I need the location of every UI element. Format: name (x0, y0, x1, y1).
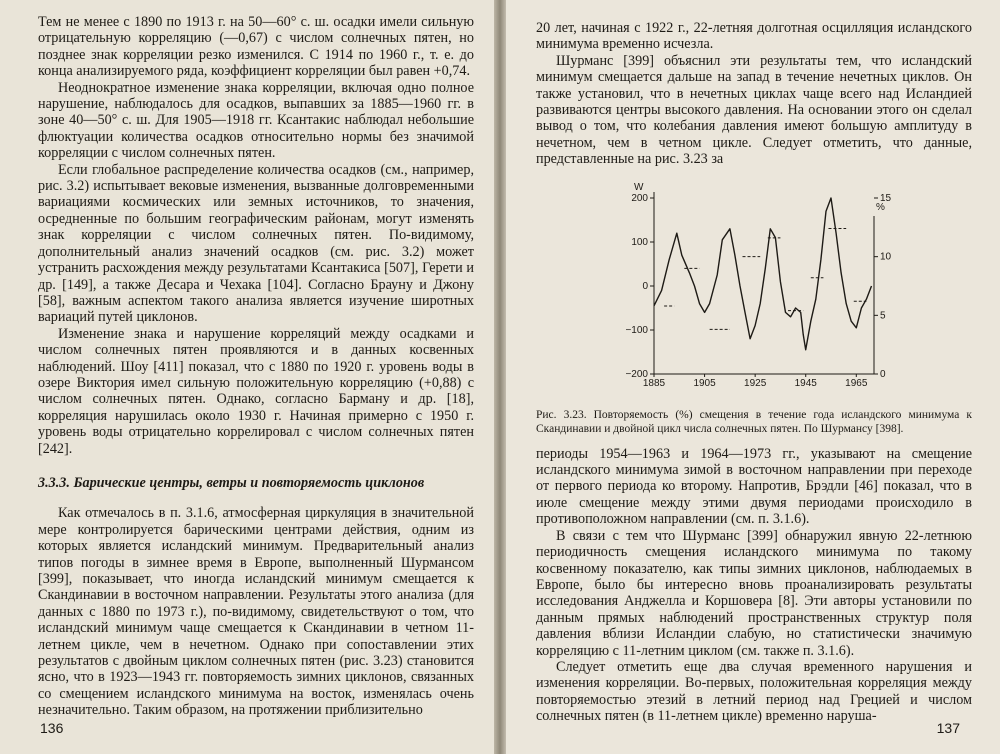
y-axis-right-title: % (876, 201, 885, 213)
paragraph: Шурманс [399] объяснил эти результаты тем, что исландский минимум смещается дальше на запад в течение нечетных циклов. Он также установил, что в нечетных циклах чаще всего над Исландией развиваются центры высокого давления. На основании этого он сделал вывод о том, что колебания давления имеют большую амплитуду в нечетном, чем в четном цикле. Следует отметить, что данные, представленные на рис. 3.23 за (536, 52, 972, 168)
y-axis-left-title: W (634, 181, 644, 193)
paragraph: Если глобальное распределение количества осадков (см., например, рис. 3.2) испытывает вековые изменения, вызванные долговременными вариациями космических или земных источников, то значения, осредненные по большим географическим районам, могут изменять знак корреляции с числом солнечных пятен. По-видимому, дополнительный анализ значений осадков (см. рис. 3.2) может устранить расхождения между результатами Ксантакиса [507], Герети и др. [149], а также Десара и Чехака [104]. Согласно Брауну и Джону [58], важным аспектом такого анализа является изучение широтных вариаций путей циклонов. (38, 161, 474, 326)
left-page (0, 0, 494, 754)
y-left-tick-label: −100 (625, 324, 648, 336)
y-right-tick-label: 5 (880, 309, 886, 321)
line-chart (536, 176, 972, 404)
x-tick-label: 1905 (693, 377, 716, 389)
section-heading: 3.3.3. Барические центры, ветры и повторяемость циклонов (38, 474, 425, 491)
x-tick-label: 1925 (744, 377, 767, 389)
x-tick-label: 1885 (642, 377, 666, 389)
paragraph: В связи с тем что Шурманс [399] обнаружил явную 22-летнюю периодичность смещения исландского минимума по такому косвенному показателю, как типы зимних циклонов, наблюдаемых в Европе, было бы интересно вновь проанализировать результаты исследования Анджелла и Коршовера [8]. Эти авторы установили по данным прямых наблюдений пространственных структур поля давления вблизи Исландии слабую, но статистически значимую корреляцию с 11-летним циклом (см. также п. 3.1.6). (536, 527, 972, 659)
y-right-tick-label: 15 (880, 192, 892, 204)
right-page (506, 0, 1000, 754)
y-left-tick-label: 200 (631, 192, 648, 204)
y-left-tick-label: 0 (642, 280, 648, 292)
paragraph: Неоднократное изменение знака корреляции, включая одно полное нарушение, наблюдалось для осадков, выпавших за 1885—1960 гг. в зоне 40—50° с. ш. Для 1905—1918 гг. Ксантакис наблюдал небольшие флюктуации количества осадков относительно нормы без значимой корреляции с числом солнечных пятен. (38, 79, 474, 162)
y-right-tick-label: 0 (880, 368, 886, 380)
paragraph: Тем не менее с 1890 по 1913 г. на 50—60° с. ш. осадки имели сильную отрицательную корреляцию (—0,67) с числом солнечных пятен, но позднее знак корреляции резко изменился. С 1914 по 1960 г., т. е. до конца анализируемого ряда, коэффициент корреляции был равен +0,74. (38, 14, 474, 80)
x-tick-label: 1945 (794, 377, 817, 389)
figure-3-23 (536, 176, 972, 404)
series-line-w (654, 198, 872, 350)
paragraph: Как отмечалось в п. 3.1.6, атмосферная циркуляция в значительной мере контролируется барическими центрами действия, одним из которых является исландский минимум. Предварительный анализ типов погоды в зимнее время в Европе, выполненный Шурмансом [399], показывает, что иногда исландский минимум смещается к Скандинавии в восточном направлении. Результаты этого анализа (для данных с 1880 по 1973 г.), по-видимому, свидетельствуют о том, что исландский минимум чаще смещается к Скандинавии в четном 11-летнем цикле, чем в нечетном. Однако при сопоставлении этих результатов с двойным циклом солнечных пятен (рис. 3.23) становится ясно, что в 1923—1943 гг. повторяемость зимних циклонов, связанных со смещением исландского минимума на восток, изменялась очень незначительно. Таким образом, на протяжении приблизительно (38, 505, 474, 719)
y-left-tick-label: 100 (631, 236, 648, 248)
page-number: 137 (936, 720, 960, 736)
book-gutter (494, 0, 506, 754)
paragraph: периоды 1954—1963 и 1964—1973 гг., указывают на смещение исландского минимума зимой в восточном направлении при переходе от первого периода ко второму. Напротив, Брэдли [46] показал, что в июле смещение между этими двумя периодами происходило в противоположном направлении (см. п. 3.1.6). (536, 445, 972, 528)
paragraph: Следует отметить еще два случая временного нарушения и изменения корреляции. Во-первых, положительная корреляция между повторяемостью этезий в летний период над Грецией и числом солнечных пятен (в 11-летнем цикле) временно наруша- (536, 658, 972, 725)
figure-caption: Рис. 3.23. Повторяемость (%) смещения в течение года исландского минимума к Скандинавии и двойной цикл числа солнечных пятен. По Шурмансу [398]. (536, 408, 972, 435)
x-tick-label: 1965 (845, 377, 868, 389)
y-right-tick-label: 10 (880, 251, 892, 263)
paragraph: 20 лет, начиная с 1922 г., 22-летняя долготная осцилляция исландского минимума временно исчезла. (536, 20, 972, 53)
page-number: 136 (40, 720, 64, 736)
paragraph: Изменение знака и нарушение корреляций между осадками и числом солнечных пятен проявляются и в данных косвенных наблюдений. Шоу [411] показал, что с 1880 по 1920 г. уровень воды в озере Виктория имел сильную положительную корреляцию (+0,88) с числом солнечных пятен. Однако, согласно Барману и др. [18], корреляция нарушилась около 1930 г. Начиная примерно с 1950 г. уровень воды отрицательно коррелировал с числом солнечных пятен [242]. (38, 325, 474, 457)
y-left-tick-label: −200 (625, 368, 648, 380)
